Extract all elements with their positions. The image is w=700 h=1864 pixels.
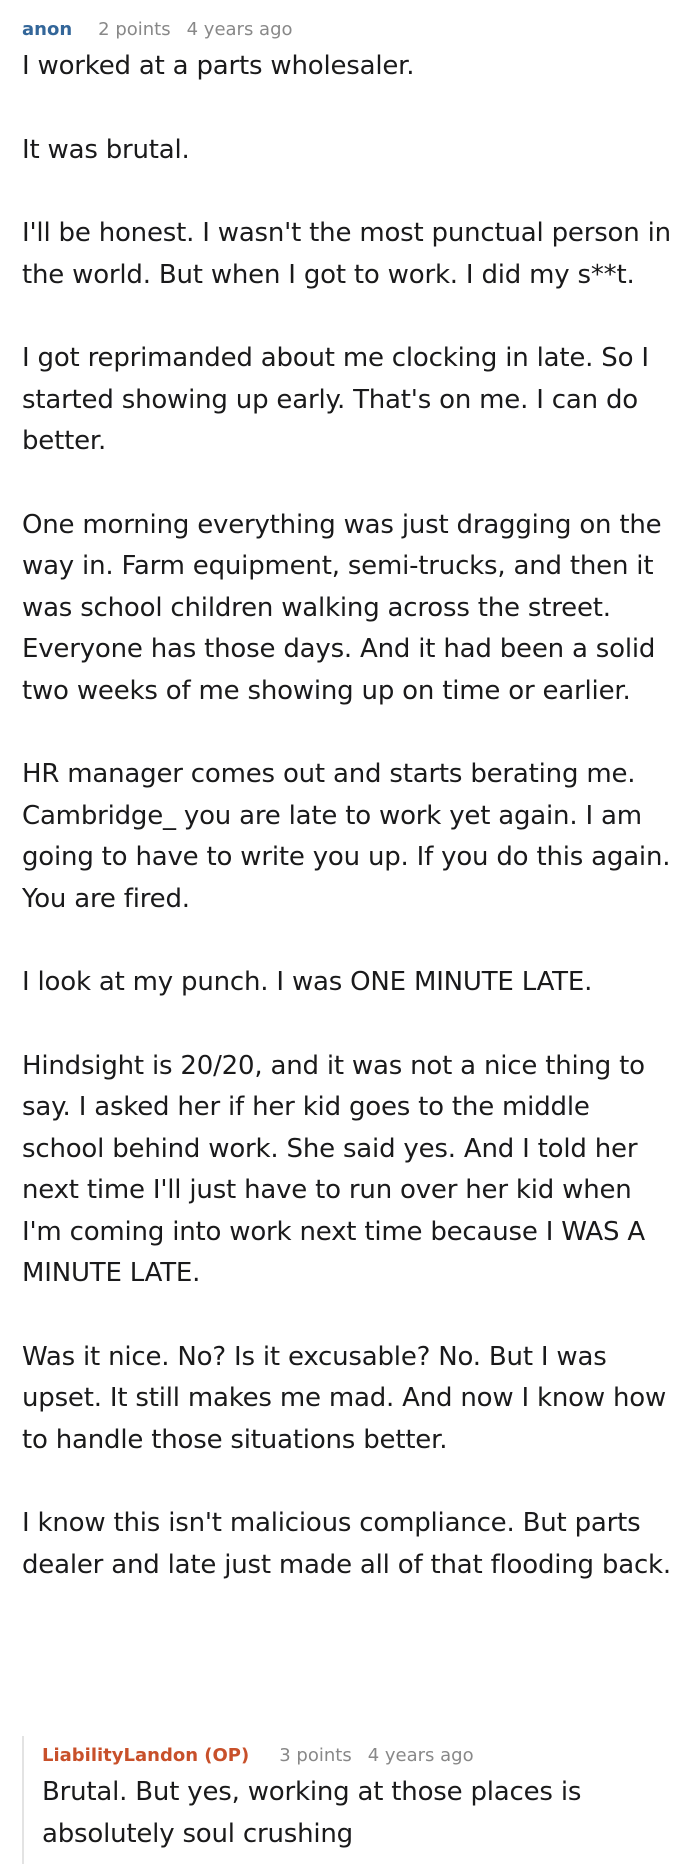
comment-author-link[interactable]: anon [22, 19, 73, 40]
comment-paragraph: One morning everything was just dragging on the way in. Farm equipment, semi-trucks, and then it was school children walking across the street. Everyone has those days. And it had been a solid two weeks of me showing up on time or earlier. [22, 509, 662, 706]
comment-paragraph: I'll be honest. I wasn't the most punctual person in the world. But when I got to work. I did my s**t. [22, 218, 671, 290]
reply-points: 3 points [279, 1745, 352, 1766]
comment-body [22, 46, 672, 1586]
reply-body: Brutal. But yes, working at those places is absolutely soul crushing [42, 1777, 582, 1849]
comment-points: 2 points [98, 19, 171, 40]
comment-meta [22, 14, 672, 46]
reply-meta [42, 1740, 682, 1772]
reply-timestamp[interactable]: 4 years ago [367, 1745, 474, 1766]
comment-paragraph: I worked at a parts wholesaler. [22, 51, 415, 81]
comment-paragraph: HR manager comes out and starts berating me. Cambridge_ you are late to work yet again. I am going to have to write you up. If you do this again. You are fired. [22, 759, 671, 914]
comment-paragraph: It was brutal. [22, 134, 190, 165]
reply-author-link[interactable]: LiabilityLandon (OP) [42, 1745, 250, 1766]
comment-paragraph: I look at my punch. I was ONE MINUTE LATE. [22, 967, 593, 997]
reply-comment [22, 1736, 682, 1864]
comment-timestamp[interactable]: 4 years ago [186, 19, 293, 40]
comment-paragraph: Was it nice. No? Is it excusable? No. But I was upset. It still makes me mad. And now I know how to handle those situations better. [22, 1341, 667, 1455]
comment-paragraph: I know this isn't malicious compliance. But parts dealer and late just made all of that flooding back. [22, 1508, 671, 1580]
comment-paragraph: Hindsight is 20/20, and it was not a nice thing to say. I asked her if her kid goes to the middle school behind work. She said yes. And I told her next time I'll just have to run over her kid when I'm coming into work next time because I WAS A MINUTE LATE. [22, 1050, 645, 1288]
comment-paragraph: I got reprimanded about me clocking in late. So I started showing up early. That's on me. I can do better. [22, 343, 649, 456]
comment [22, 14, 672, 1586]
